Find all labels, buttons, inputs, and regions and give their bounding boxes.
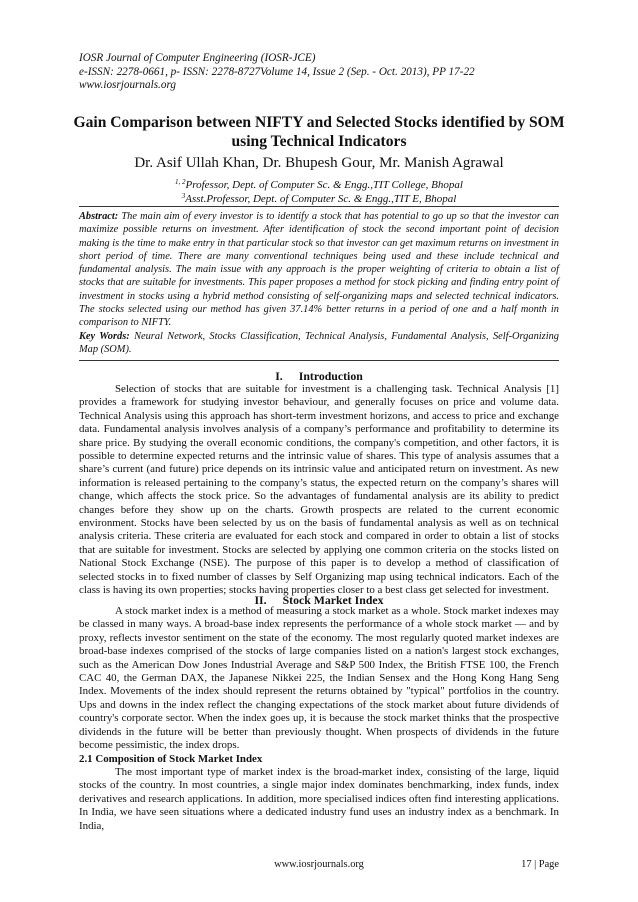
affiliation-2 bbox=[70, 190, 568, 206]
affiliation-1-text: Professor, Dept. of Computer Sc. & Engg.,TIT College, Bhopal bbox=[185, 179, 463, 191]
journal-issn: e-ISSN: 2278-0661, p- ISSN: 2278-8727Volume 14, Issue 2 (Sep. - Oct. 2013), PP 17-22 bbox=[79, 65, 475, 78]
journal-header bbox=[79, 52, 579, 93]
section-2-body bbox=[79, 605, 559, 752]
section-1-text: Selection of stocks that are suitable for investment is a challenging task. Technical Analysis [1] provides a framework for studying investor behaviour, and generally focuses on price and volume data. Technical Analysis using this approach has short-term investment horizons, and access to price and exchange data. Fundamental analysis involves analysis of a company’s performance and profitability to determine its share price. By studying the overall economic conditions, the company's competition, and other factors, it is possible to determine expected returns and the intrinsic value of shares. This type of analysis assumes that a share’s current (and future) price depends on its intrinsic value and anticipated return on investment. As new information is released pertaining to the company’s status, the expected return on the company’s shares will change, which affects the stock price. So the advantages of fundamental analysis are its ability to predict changes before they show up on the charts. Growth prospects are related to the current economic environment. Stocks have been selected by us on the basis of fundamental analysis as well as on technical analysis criteria. These criteria are evaluated for each stock and compared in order to obtain a list of stocks that are suitable for investment. Stocks are selected by applying one common criteria on the stocks listed on National Stock Exchange (NSE). The purpose of this paper is to develop a method of classification of selected stocks in to fixed number of classes by Self Organizing map using technical indicators. Each of the class is having its own properties; stocks having properties closer to a best class get selected for investment. bbox=[79, 383, 559, 597]
section-1-number: I. bbox=[275, 369, 283, 383]
paper-authors: Dr. Asif Ullah Khan, Dr. Bhupesh Gour, Mr. Manish Agrawal bbox=[134, 155, 504, 171]
paper-title-line2: using Technical Indicators bbox=[231, 133, 407, 150]
section-1-body bbox=[79, 383, 559, 598]
footer-website: www.iosrjournals.org bbox=[274, 859, 364, 870]
section-2-title: Stock Market Index bbox=[282, 593, 384, 607]
abstract-paragraph bbox=[79, 210, 559, 330]
section-2-text: A stock market index is a method of measuring a stock market as a whole. Stock market indexes may be classed in many ways. A broad-base index represents the performance of a whole stock market — and by proxy, reflects investor sentiment on the state of the economy. The most regularly quoted market indexes are broad-base indexes comprised of the stocks of large companies listed on a nation's largest stock exchanges, such as the American Dow Jones Industrial Average and S&P 500 Index, the British FTSE 100, the French CAC 40, the German DAX, the Japanese Nikkei 225, the Indian Sensex and the Hong Kong Hang Seng Index. Movements of the index should represent the returns obtained by "typical" portfolios in the country. Ups and downs in the index reflect the changing expectations of the stock market about future dividends of country's corporate sector. When the index goes up, it is because the stock market thinks that the prospective dividends in the future will be better than previously thought. When prospects of dividends in the future become pessimistic, the index drops. bbox=[79, 605, 559, 752]
abstract-text: The main aim of every investor is to identify a stock that has potential to go up so that the investor can maximize possible returns on investment. After identification of stock the second important point of decision making is the time to make entry in that particular stock so that investor can get maximum returns on investment in short period of time. There are many conventional techniques being used and these include technical and fundamental analysis. The main issue with any approach is the proper weighting of criteria to obtain a list of stocks that are suitable for investments. This paper proposes a method for stock picking and finding entry point of investment in stocks using a hybrid method consisting of self-organizing maps and selected technical indicators. The stocks selected using our method has given 37.14% better returns in a period of one and a half month in comparison to NIFTY. bbox=[79, 211, 559, 329]
keywords-paragraph bbox=[79, 330, 559, 357]
abstract-block bbox=[79, 210, 559, 356]
section-1-heading bbox=[79, 369, 559, 383]
journal-website: www.iosrjournals.org bbox=[79, 79, 176, 92]
affiliation-1-marker: 1, 2 bbox=[175, 178, 186, 186]
affiliation-2-marker: 3 bbox=[181, 192, 186, 200]
footer-page-number: 17 | Page bbox=[521, 859, 559, 870]
section-1-title: Introduction bbox=[298, 369, 363, 383]
subsection-2-1-heading: 2.1 Composition of Stock Market Index bbox=[79, 753, 263, 765]
paper-title-line1: Gain Comparison between NIFTY and Selected Stocks identified by SOM bbox=[73, 114, 565, 131]
abstract-bottom-rule bbox=[79, 360, 559, 361]
abstract-label: Abstract: bbox=[79, 211, 119, 222]
subsection-2-1-text: The most important type of market index is the broad-market index, consisting of the large, liquid stocks of the country. In most countries, a single major index dominates benchmarking, index funds, index derivatives and research applications. In addition, more specialised indices often find interesting applications. In India, we have seen situations where a dedicated industry fund uses an industry index as a benchmark. In India, bbox=[79, 766, 559, 832]
paper-title bbox=[70, 113, 568, 151]
affiliation-2-text: Asst.Professor, Dept. of Computer Sc. & Engg.,TIT E, Bhopal bbox=[185, 193, 457, 205]
section-2-number: II. bbox=[254, 593, 267, 607]
keywords-text: Neural Network, Stocks Classification, Technical Analysis, Fundamental Analysis, Self-Organizing Map (SOM). bbox=[79, 330, 559, 355]
journal-name: IOSR Journal of Computer Engineering (IOSR-JCE) bbox=[79, 52, 316, 64]
page-footer bbox=[79, 858, 559, 872]
keywords-label: Key Words: bbox=[79, 330, 130, 342]
abstract-top-rule bbox=[79, 206, 559, 207]
subsection-2-1-body bbox=[79, 766, 559, 833]
